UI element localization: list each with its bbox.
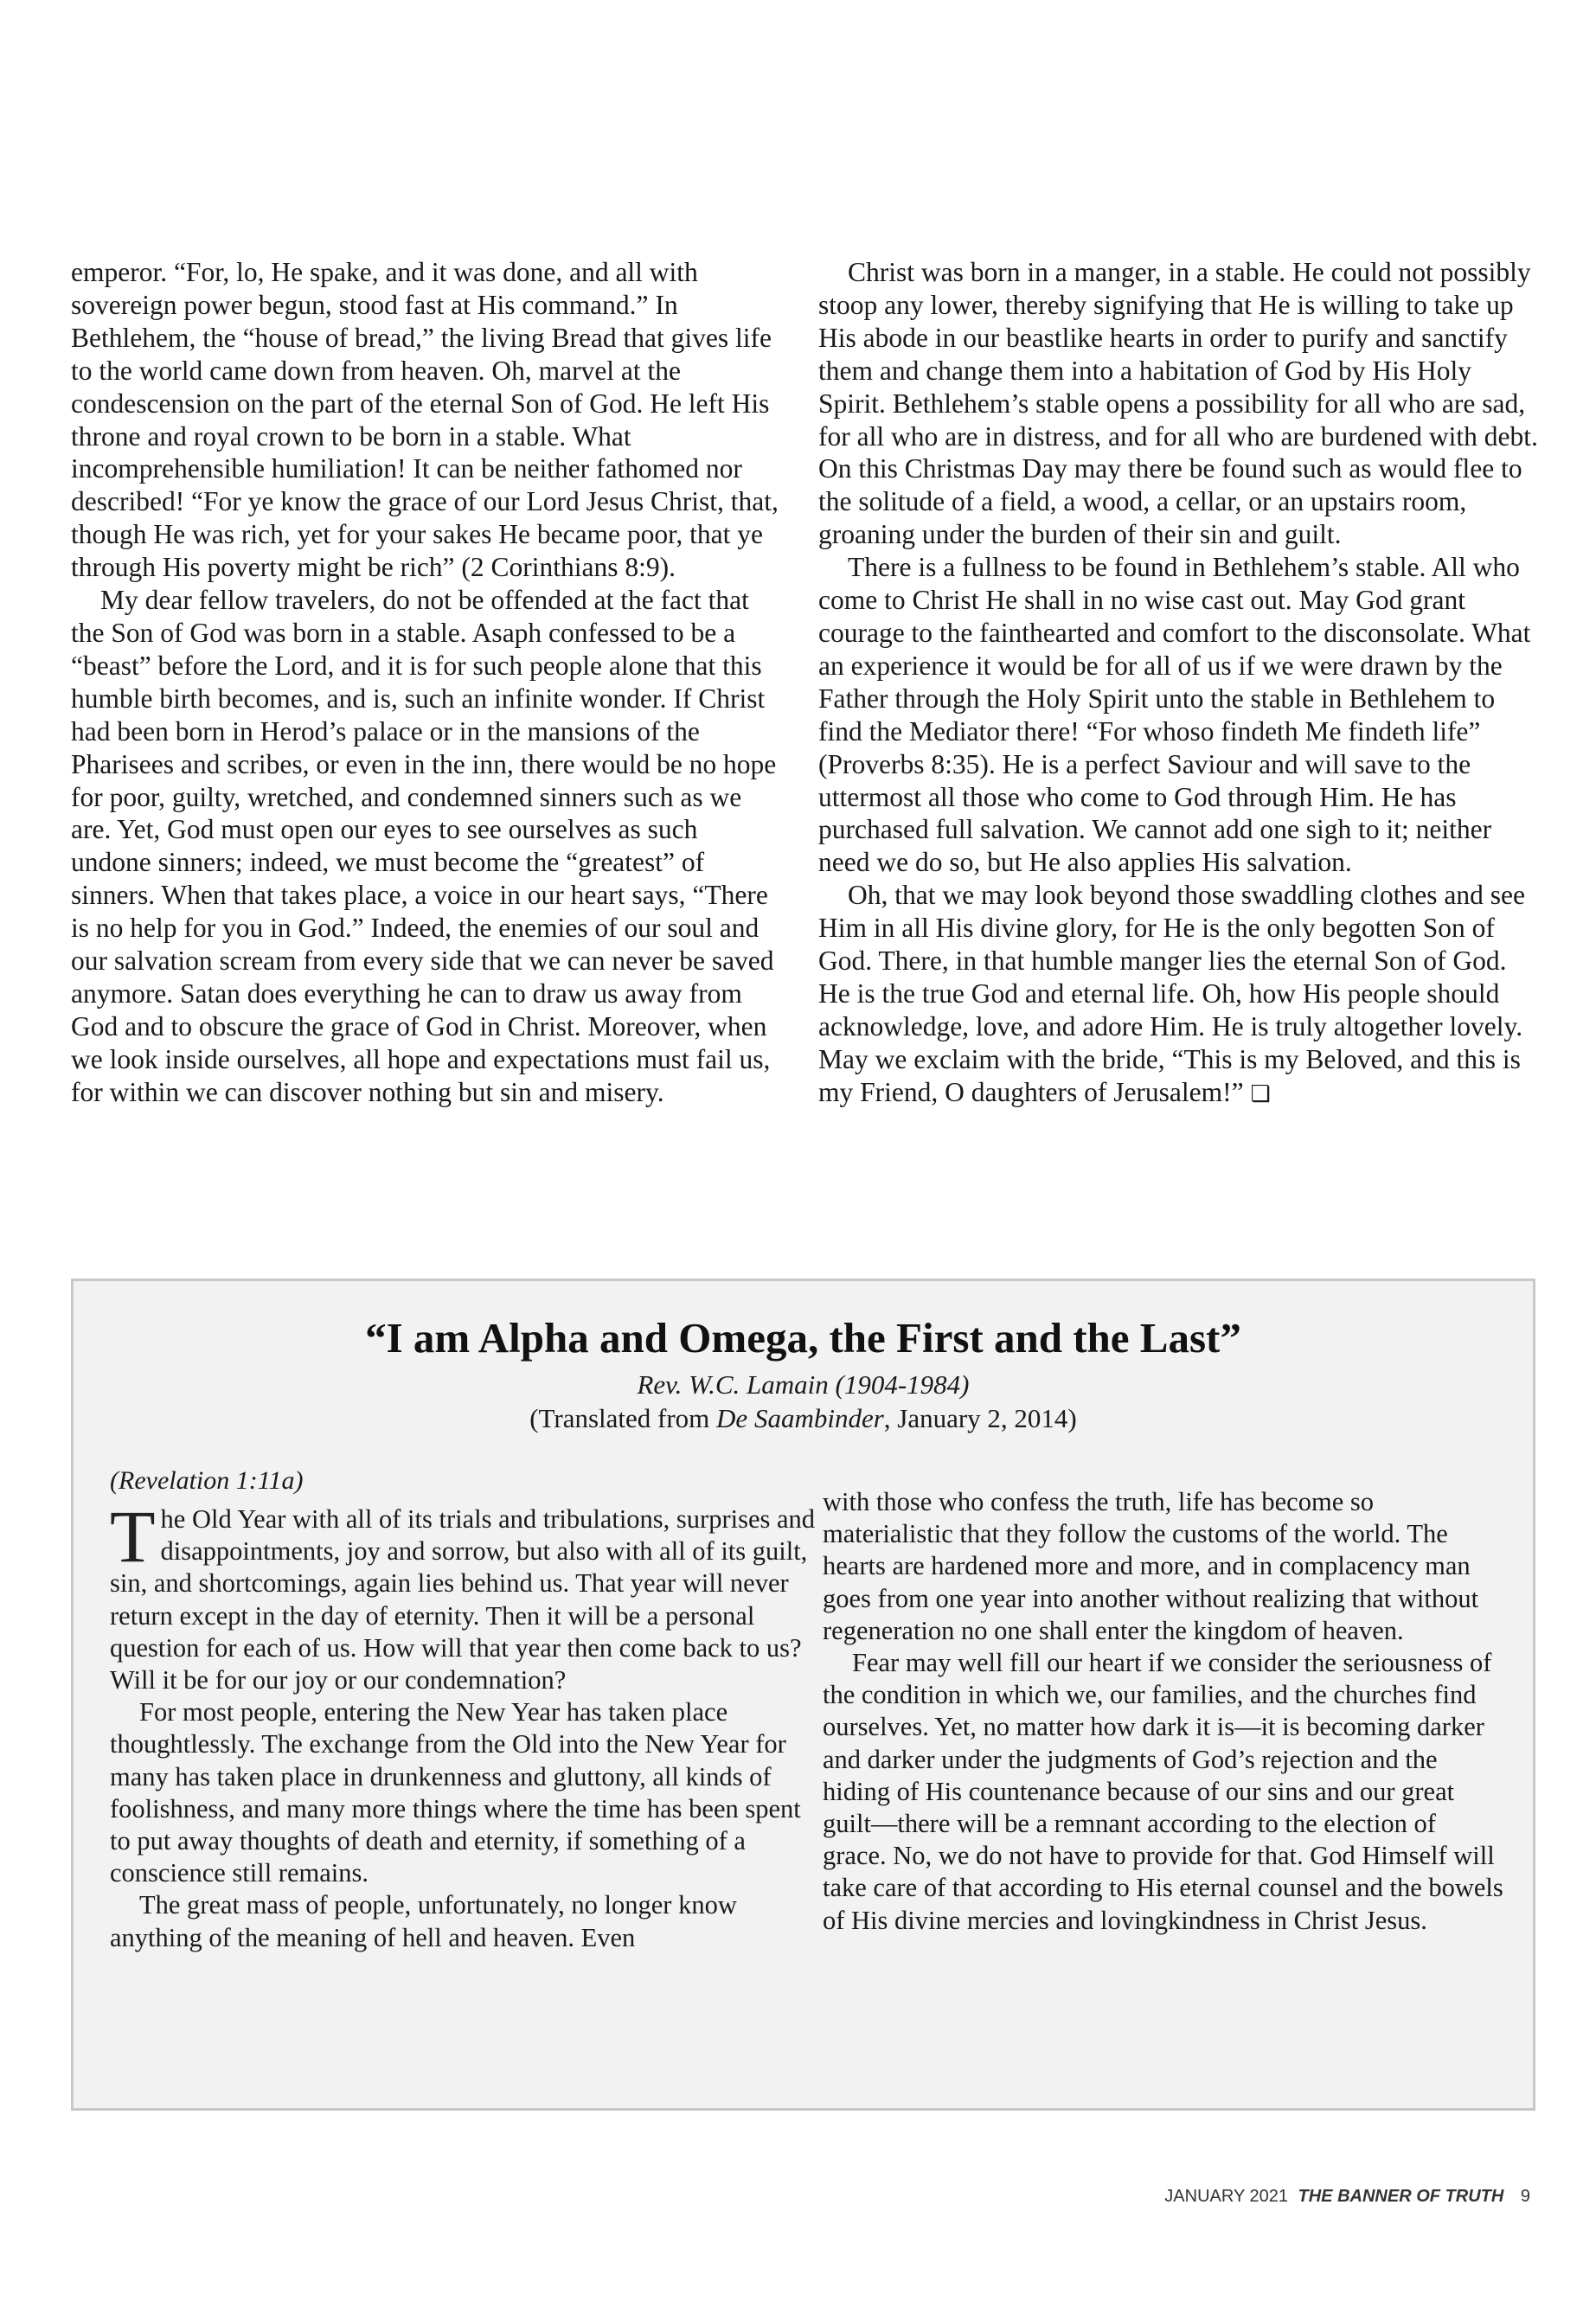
article-right-column	[818, 256, 1538, 1112]
article-paragraph: There is a fullness to be found in Bethlehem’s stable. All who come to Christ He shall in no wise cast out. May God grant courage to the fainthearted and comfort to the disconsolate. What an experience it would be for all of us if we were drawn by the Father through the Holy Spirit unto the stable in Bethlehem to find the Mediator there! “For whoso findeth Me findeth life” (Proverbs 8:35). He is a perfect Saviour and will save to the uttermost all those who come to God through Him. He has purchased full salvation. We cannot add one sigh to it; neither need we do so, but He also applies His salvation.	[818, 552, 1531, 878]
sidebar-paragraph: The great mass of people, unfortunately, no longer know anything of the meaning of hell and heaven. Even	[110, 1890, 737, 1952]
translation-prefix: (Translated from	[529, 1403, 717, 1433]
translation-suffix: , January 2, 2014)	[883, 1403, 1077, 1433]
article-paragraph: My dear fellow travelers, do not be offended at the fact that the Son of God was born in a stable. Asaph confessed to be a “beast” before the Lord, and it is for such people alone that this humble birth becomes, and is, such an infinite wonder. If Christ had been born in Herod’s palace or in the mansions of the Pharisees and scribes, or even in the inn, there would be no hope for poor, guilty, wretched, and condemned sinners such as we are. Yet, God must open our eyes to see ourselves as such undone sinners; indeed, we must become the “greatest” of sinners. When that takes place, a voice in our heart says, “There is no help for you in God.” Indeed, the enemies of our soul and our salvation scream from every side that we can never be saved anymore. Satan does everything he can to draw us away from God and to obscure the grace of God in Christ. Moreover, when we look inside ourselves, all hope and expectations must fail us, for within we can discover nothing but sin and misery.	[71, 585, 777, 1107]
footer-magazine-title: THE BANNER OF TRUTH	[1298, 2187, 1504, 2206]
scripture-reference: (Revelation 1:11a)	[110, 1466, 304, 1495]
drop-cap: T	[110, 1495, 156, 1578]
article-paragraph: emperor. “For, lo, He spake, and it was done, and all with sovereign power begun, stood fast at His command.” In Bethlehem, the “house of bread,” the living Bread that gives life to the world came down from heaven. Oh, marvel at the condescension on the part of the eternal Son of God. He left His throne and royal crown to be born in a stable. What incomprehensible humiliation! It can be neither fathomed nor described! “For ye know the grace of our Lord Jesus Christ, that, though He was rich, yet for your sakes He became poor, that ye through His poverty might be rich” (2 Corinthians 8:9).	[71, 257, 779, 583]
sidebar-paragraph: Fear may well fill our heart if we consider the seriousness of the condition in which we, our families, and the churches find ourselves. Yet, no matter how dark it is—it is becoming darker and darker under the judgments of God’s rejection and the hiding of His countenance because of our sins and our great guilt—there will be a remnant according to the election of grace. No, we do not have to provide for that. God Himself will take care of that according to His eternal counsel and the bowels of His divine mercies and lovingkindness in Christ Jesus.	[823, 1648, 1503, 1935]
end-mark-icon: ❏	[1250, 1080, 1271, 1107]
article-paragraph-text: Oh, that we may look beyond those swaddling clothes and see Him in all His divine glory, for He is the only begotten Son of God. There, in that humble manger lies the eternal Son of God. He is the true God and eternal life. Oh, how His people should acknowledge, love, and adore Him. He is truly altogether lovely. May we exclaim with the bride, “This is my Beloved, and this is my Friend, O daughters of Jerusalem!”	[818, 880, 1525, 1107]
page-footer	[1164, 2187, 1530, 2207]
translation-source: De Saambinder	[716, 1403, 884, 1433]
sidebar-paragraph-text: he Old Year with all of its trials and tribulations, surprises and disappointments, joy and sorrow, but also with all of its guilt, sin, and shortcomings, again lies behind us. That year will never return except in the day of eternity. Then it will be a personal question for each of us. How will that year then come back to us? Will it be for our joy or our condemnation?	[110, 1504, 816, 1695]
sidebar-paragraph: For most people, entering the New Year has taken place thoughtlessly. The exchange from the Old into the New Year for many has taken place in drunkenness and gluttony, all kinds of foolishness, and many more things where the time has been spent to put away thoughts of death and eternity, if something of a conscience still remains.	[110, 1697, 801, 1888]
page-number: 9	[1520, 2187, 1530, 2206]
sidebar-article-box	[71, 1279, 1535, 2111]
sidebar-paragraph-first	[110, 1495, 819, 1696]
sidebar-title: “I am Alpha and Omega, the First and the Last”	[365, 1314, 1241, 1362]
article-left-column	[71, 256, 782, 1109]
article-paragraph-last	[818, 879, 1538, 1111]
article-paragraph: Christ was born in a manger, in a stable. He could not possibly stoop any lower, thereby signifying that He is willing to take up His abode in our beastlike hearts in order to purify and sanctify them and change them into a habitation of God by His Holy Spirit. Bethlehem’s stable opens a possibility for all who are sad, for all who are in distress, and for all who are burdened with debt. On this Christmas Day may there be found such as would flee to the solitude of a field, a wood, a cellar, or an upstairs room, groaning under the burden of their sin and guilt.	[818, 257, 1538, 550]
sidebar-translation-note	[74, 1403, 1533, 1434]
sidebar-author: Rev. W.C. Lamain (1904-1984)	[637, 1369, 970, 1400]
footer-date: JANUARY 2021	[1164, 2187, 1288, 2206]
sidebar-left-column	[110, 1495, 819, 1954]
sidebar-right-column	[823, 1486, 1506, 1937]
sidebar-paragraph: with those who confess the truth, life has become so materialistic that they follow the customs of the world. The hearts are hardened more and more, and in complacency man goes from one year into another without realizing that without regeneration no one shall enter the kingdom of heaven.	[823, 1487, 1479, 1645]
